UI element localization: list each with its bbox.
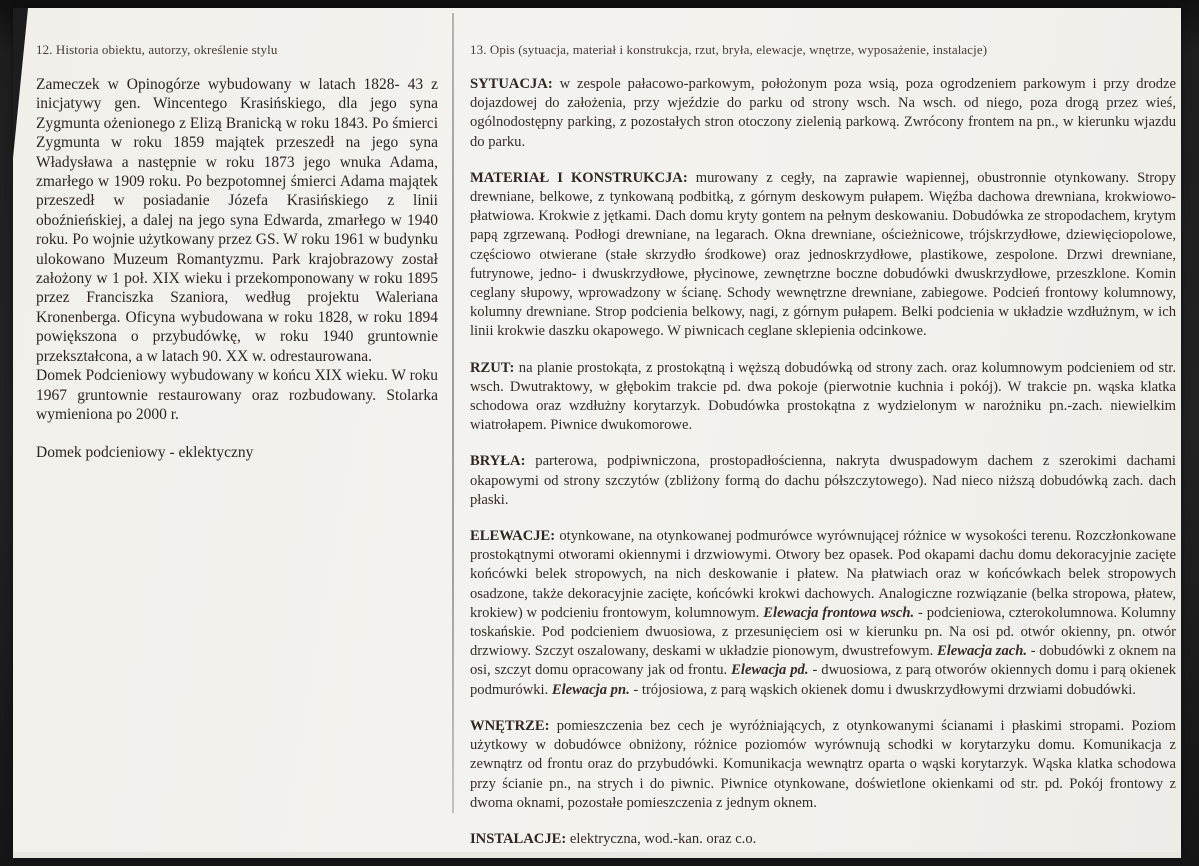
page-bottom-edge — [13, 852, 1181, 858]
section-rzut — [470, 359, 1176, 436]
elewacje-label: ELEWACJE: — [470, 528, 556, 545]
history-paragraph: Zameczek w Opinogórze wybudowany w latach 1828- 43 z inicjatywy gen. Wincentego Krasińskiego, dla jego syna Zygmunta ożenionego z Elizą Branicką w roku 1843. Po śmierci Zygmunta w roku 1859 majątek przeszedł na jego syna Władysława a następnie w roku 1873 jego wnuka Adama, zmarłego w 1909 roku. Po bezpotomnej śmierci Adama majątek przeszedł w posiadanie Józefa Krasińskiego z linii oboźnieńskiej, a dalej na jego syna Edwarda, zmarłego w 1940 roku. Po wojnie użytkowany przez GS. W roku 1961 w budynku ulokowano Muzeum Romantyzmu. Park krajobrazowy został założony w 1 poł. XIX wieku i przekomponowany w roku 1895 przez Franciszka Szaniora, według projektu Waleriana Kronenberga. Oficyna wybudowana w roku 1828, w roku 1894 powiększona o przybudówkę, w roku 1940 gruntownie przekształcona, a w latach 90. XX w. odrestaurowana. — [36, 76, 438, 365]
material-label: MATERIAŁ I KONSTRUKCJA: — [470, 169, 688, 186]
section-wnetrze — [470, 717, 1176, 813]
document-page — [13, 8, 1181, 852]
wnetrze-label: WNĘTRZE: — [470, 717, 550, 734]
house-paragraph: Domek Podcieniowy wybudowany w końcu XIX wieku. W roku 1967 gruntownie restaurowany oraz rozbudowany. Stolarka wymieniona po 2000 r. — [36, 367, 438, 423]
column-divider-line — [452, 13, 454, 813]
section-bryla — [470, 452, 1176, 510]
right-page-column — [470, 42, 1176, 849]
left-page-column — [36, 42, 438, 463]
instalacje-text: elektryczna, wod.-kan. oraz c.o. — [566, 830, 757, 847]
rzut-label: RZUT: — [470, 359, 515, 376]
section-13-heading: 13. Opis (sytuacja, materiał i konstrukcja, rzut, bryła, elewacje, wnętrze, wyposażenie, instalacje) — [470, 42, 988, 57]
section-12-heading: 12. Historia obiektu, autorzy, określenie stylu — [36, 42, 278, 57]
sytuacja-label: SYTUACJA: — [470, 76, 553, 92]
material-text: murowany z cegły, na zaprawie wapiennej, obustronnie otynkowany. Stropy drewniane, belkowe, z tynkowaną podbitką, z górnym deskowym pułapem. Więźba dachowa drewniana, krokwiowo-płatwiowa. Krokwie z jętkami. Dach domu kryty gontem na pełnym deskowaniu. Dobudówka ze stropodachem, krytym papą zgrzewaną. Podłogi drewniane, na legarach. Okna drewniane, ościeżnicowe, trójskrzydłowe, dziewięciopolowe, częściowo otwierane (stałe skrzydło środkowe) oraz jednoskrzydłowe, plastikowe, zespolone. Drzwi drewniane, futrynowe, jedno- i dwuskrzydłowe, płycinowe, zewnętrzne boczne dobudówki dwuskrzydłowe, przeszklone. Komin ceglany słupowy, wprowadzony w ścianę. Schody wewnętrzne drewniane, zabiegowe. Podcień frontowy kolumnowy, kolumny drewniane. Strop podcienia belkowy, nagi, z górnym pułapem. Belki podcienia w układzie wzdłużnym, w ich linii krokwie daszku okapowego. W piwnicach ceglane sklepienia odcinkowe. — [470, 169, 1176, 340]
sytuacja-text: w zespole pałacowo-parkowym, położonym poza wsią, poza ogrodzeniem parkowym i przy drodze dojazdowej do założenia, przy wjeździe do parku od strony wsch. Na wsch. od niego, poza drogą przez wieś, ogólnodostępny parking, z pozostałych stron otoczony zielenią parkową. Zwrócony frontem na pn., w kierunku wjazdu do parku. — [470, 76, 1176, 150]
section-instalacje — [470, 830, 1176, 849]
instalacje-label: INSTALACJE: — [470, 830, 567, 847]
wnetrze-text: pomieszczenia bez cech je wyróżniających, z otynkowanymi ścianami i płaskimi stropami. Poziom użytkowy w dobudówce obniżony, różnice poziomów wyrównują schodki w korytarzyku domu. Komunikacja z zewnątrz od frontu oraz do przybudówki. Komunikacja wewnątrz oparta o wąski korytarzyk. Wąska klatka schodowa przy ścianie pn., na strych i do piwnic. Piwnice otynkowane, doświetlone okienkami od str. pd. Pokój frontowy z dwoma oknami, pozostałe pomieszczenia z jednym oknem. — [470, 717, 1176, 811]
style-line: Domek podcieniowy - eklektyczny — [36, 444, 254, 462]
elewacje-text: otynkowane, na otynkowanej podmurówce wyrównującej różnice w wysokości terenu. Rozczłonkowane prostokątnymi otworami okiennymi i drzwiowymi. Otwory bez opasek. Pod okapami dachu domu dekoracyjnie zacięte końcówki belek stropowych, na nich deskowanie i płatew. Na płatwiach oraz w końcówkach belek stropowych osadzone, także dekoracyjnie zacięte, końcówki krokwi dachowych. Analogiczne rozwiązanie (belka stropowa, płatew, krokiew) w podcieniu frontowym, kolumnowym. Elewacja frontowa wsch. - podcieniowa, czterokolumnowa. Kolumny toskańskie. Pod podcieniem dwuosiowa, z przesunięciem osi w kierunku pn. Na osi pd. otwór okienny, pn. otwór drzwiowy. Szczyt oszalowany, deskami w układzie pionowym, dwustrefowym. Elewacja zach. - dobudówki z oknem na osi, szczyt domu opracowany jak od frontu. Elewacja pd. - dwuosiowa, z parą otworów okiennych domu i parą okienek podmurówki. Elewacja pn. - trójosiowa, z parą wąskich okienek domu i dwuskrzydłowymi drzwiami dobudówki. — [470, 528, 1176, 698]
bryla-text: parterowa, podpiwniczona, prostopadłościenna, nakryta dwuspadowym dachem z szerokimi dachami okapowymi od strony szczytów (zbliżony formą do dachu półszczytowego). Nad nieco niższą dobudówką zach. dach płaski. — [470, 453, 1176, 508]
rzut-text: na planie prostokąta, z prostokątną i węższą dobudówką od strony zach. oraz kolumnowym podcieniem od str. wsch. Dwutraktowy, w głębokim trakcie pd. dwa pokoje (pierwotnie kuchnia i pokój). W trakcie pn. wąska klatka schodowa oraz wzdłużny korytarzyk. Dobudówka prostokątna z wydzielonym w narożniku pn.-zach. niewielkim wiatrołapem. Piwnice dwukomorowe. — [470, 359, 1176, 434]
bryla-label: BRYŁA: — [470, 453, 526, 470]
section-material-konstrukcja — [470, 169, 1176, 342]
section-elewacje — [470, 527, 1176, 700]
page-corner-shadow — [13, 8, 28, 158]
section-sytuacja — [470, 75, 1176, 152]
